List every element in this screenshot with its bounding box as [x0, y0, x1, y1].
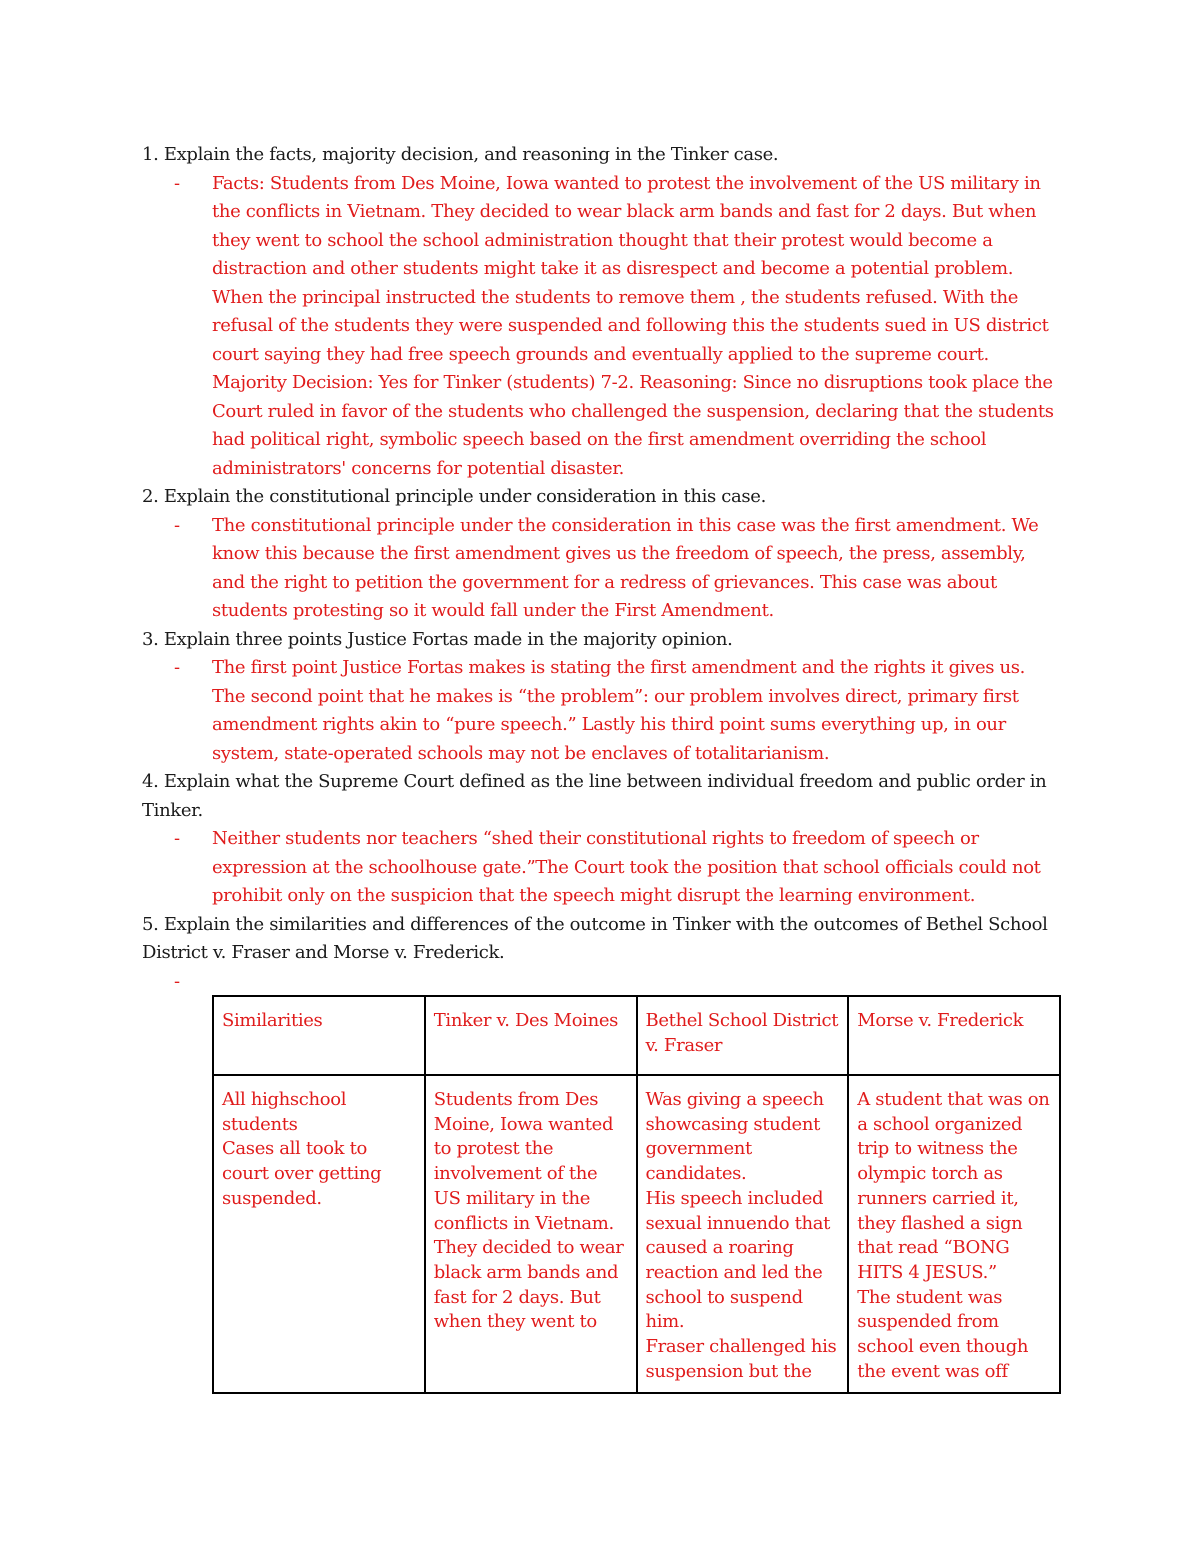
answer-4-text: Neither students nor teachers “shed their constitutional rights to freedom of speech or expression at the schoolhouse gate.”The Court took the position that school officials could not prohibit only on the suspicion that the speech might disrupt the learning environment.: [212, 828, 1041, 906]
document-page: [142, 141, 1062, 997]
comparison-table-wrapper: [212, 995, 1061, 1394]
comparison-table: [212, 995, 1061, 1394]
answer-5: [142, 968, 1062, 997]
question-2: 2. Explain the constitutional principle under consideration in this case.: [142, 486, 766, 507]
bullet-dash: -: [174, 514, 180, 536]
table-row: [213, 1075, 1060, 1393]
table-header-row: [213, 996, 1060, 1075]
answer-3: [142, 654, 1062, 768]
cell-bethel: [637, 1075, 849, 1393]
bullet-dash: -: [174, 970, 180, 992]
answer-4: [142, 825, 1062, 911]
cell-morse: [848, 1075, 1060, 1393]
answer-1: [142, 170, 1062, 484]
question-5: 5. Explain the similarities and differences of the outcome in Tinker with the outcomes of Bethel School District v. Fraser and Morse v. Frederick.: [142, 913, 1048, 963]
answer-1-text: Facts: Students from Des Moine, Iowa wanted to protest the involvement of the US military in the conflicts in Vietnam. They decided to wear black arm bands and fast for 2 days. But when they went to school the school administration thought that their protest would become a distraction and other students might take it as disrespect and become a potential problem. When the principal instructed the students to remove them , the students refused. With the refusal of the students they were suspended and following this the students sued in US district court saying they had free speech grounds and eventually applied to the supreme court. Majority Decision: Yes for Tinker (students) 7-2. Reasoning: Since no disruptions took place the Court ruled in favor of the students who challenged the suspension, declaring that the students had political right, symbolic speech based on the first amendment overriding the school administrators' concerns for potential disaster.: [212, 172, 1054, 479]
header-tinker: Tinker v. Des Moines: [425, 996, 637, 1075]
answer-2-text: The constitutional principle under the consideration in this case was the first amendment. We know this because the first amendment gives us the freedom of speech, the press, assembly, and the right to petition the government for a redress of grievances. This case was about students protesting so it would fall under the First Amendment.: [212, 514, 1039, 621]
cell-similarities: [213, 1075, 425, 1393]
header-similarities: Similarities: [213, 996, 425, 1075]
bullet-dash: -: [174, 828, 180, 849]
question-4: 4. Explain what the Supreme Court defined as the line between individual freedom and public order in Tinker.: [142, 771, 1047, 821]
cell-morse-text: A student that was on a school organized trip to witness the olympic torch as runners carried it, they flashed a sign that read “BONG HITS 4 JESUS.” The student was suspended from school even though the event was off: [857, 1089, 1050, 1382]
header-bethel: Bethel School District v. Fraser: [637, 996, 849, 1075]
header-morse: Morse v. Frederick: [848, 996, 1060, 1075]
cell-tinker: [425, 1075, 637, 1393]
question-3: 3. Explain three points Justice Fortas made in the majority opinion.: [142, 628, 733, 650]
answer-2: [142, 512, 1062, 626]
answer-3-text: The first point Justice Fortas makes is stating the first amendment and the rights it gives us. The second point that he makes is “the problem”: our problem involves direct, primary first amendment rights akin to “pure speech.” Lastly his third point sums everything up, in our system, state-operated schools may not be enclaves of totalitarianism.: [212, 657, 1026, 764]
question-1: 1. Explain the facts, majority decision, and reasoning in the Tinker case.: [142, 144, 779, 165]
cell-similarities-text: All highschool students Cases all took to court over getting suspended.: [222, 1089, 382, 1209]
cell-bethel-text: Was giving a speech showcasing student government candidates. His speech included sexual innuendo that caused a roaring reaction and led the school to suspend him. Fraser challenged his suspension but the: [645, 1089, 837, 1382]
cell-tinker-text: Students from Des Moine, Iowa wanted to protest the involvement of the US military in the conflicts in Vietnam. They decided to wear black arm bands and fast for 2 days. But when they went to: [433, 1089, 624, 1333]
bullet-dash: -: [174, 172, 180, 194]
bullet-dash: -: [174, 657, 180, 678]
